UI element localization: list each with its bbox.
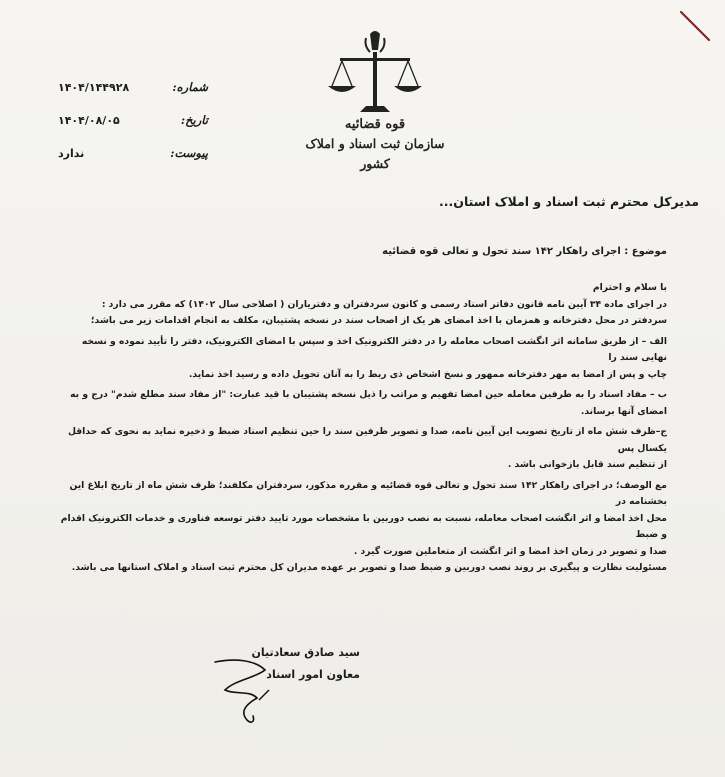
conclusion-line-2: محل اخذ امضا و اثر انگشت اصحاب معامله، نسبت به نصب دوربین با مشخصات مورد تایید دفتر توسعه فناوری و خدمات الکترونیک اقدام و ضبط	[60, 512, 667, 540]
meta-number-row	[58, 80, 208, 113]
clause-alef-line-2: چاپ و پس از امضا به مهر دفترخانه ممهور و نسخ اشخاص ذی ربط را به آنان تحویل داده و رسید اخذ نماید.	[188, 368, 667, 380]
organization-header	[300, 116, 450, 174]
responsibility-line: مسئولیت نظارت و پیگیری بر روند نصب دوربین و ضبط صدا و تصویر بر عهده مدیران کل محترم ثبت اسناد و املاک استانها می باشد.	[71, 562, 667, 573]
conclusion-line-3: صدا و تصویر در زمان اخذ امضا و اثر انگشت از متعاملین صورت گیرد .	[353, 545, 667, 557]
body-paragraph-1: در اجرای ماده ۳۴ آیین نامه قانون دفاتر اسناد رسمی و کانون سردفتران و دفتریاران ( اصلاحی سال ۱۴۰۲) که مقرر می دارد :	[101, 298, 667, 310]
signature-block	[190, 642, 360, 686]
conclusion-line-1: مع الوصف؛ در اجرای راهکار ۱۴۲ سند تحول و تعالی قوه قضائیه و مقرره مذکور، سردفتران مکلفند؛ ظرف شش ماه از تاریخ ابلاغ این بخشنامه در	[69, 479, 667, 507]
date-label: تاریخ:	[180, 113, 208, 127]
signatory-name: سید صادق سعادتیان	[251, 646, 360, 659]
letter-meta	[58, 80, 208, 179]
subject-line: موضوع : اجرای راهکار ۱۴۲ سند تحول و تعالی قوه قضائیه	[382, 246, 667, 257]
attachment-value: ندارد	[58, 147, 85, 160]
meta-attachment-row	[58, 146, 208, 179]
clause-alef-line-1: الف – از طریق سامانه اثر انگشت اصحاب معامله را در دفتر الکترونیک اخذ و سپس با امضای الکترونیک، دفتر را تأیید نموده و نسخه نهایی سند را	[81, 335, 667, 363]
judiciary-emblem-icon	[320, 28, 430, 118]
judiciary-title: قوه قضائیه	[344, 117, 406, 132]
number-value: ۱۴۰۴/۱۴۴۹۲۸	[58, 81, 130, 94]
clause-jim-line-2: از تنظیم سند قابل بازخوانی باشد .	[507, 459, 667, 470]
date-value: ۱۴۰۴/۰۸/۰۵	[58, 114, 120, 127]
body-paragraph-2: سردفتر در محل دفترخانه و همزمان با اخذ امضای هر یک از اصحاب سند در نسخه پشتیبان، مکلف به انجام اقدامات زیر می باشد؛	[90, 315, 667, 326]
greeting: با سلام و احترام	[592, 282, 667, 293]
letter-body	[55, 280, 667, 577]
recipient-line: مدیرکل محترم ثبت اسناد و املاک استان...	[439, 194, 699, 209]
clause-be-line-1: ب – مفاد اسناد را به طرفین معامله حین امضا تفهیم و مراتب را ذیل نسخه پشتیبان با قید عبارت: "از مفاد سند مطلع شدم" درج و به	[70, 389, 667, 400]
meta-date-row	[58, 113, 208, 146]
clause-be-line-2: امضای آنها برساند.	[580, 405, 667, 417]
registry-org-title: سازمان ثبت اسناد و املاک کشور	[305, 136, 445, 171]
signatory-role: معاون امور اسناد	[266, 668, 360, 681]
attachment-label: پیوست:	[170, 146, 208, 160]
clause-jim-line-1: ج–ظرف شش ماه از تاریخ تصویب این آیین نامه، صدا و تصویر طرفین سند را حین تنظیم اسناد ضبط و ذخیره نماید به نحوی که حداقل یکسال پس	[67, 426, 667, 454]
number-label: شماره:	[172, 80, 208, 94]
corner-pen-mark	[675, 8, 715, 48]
